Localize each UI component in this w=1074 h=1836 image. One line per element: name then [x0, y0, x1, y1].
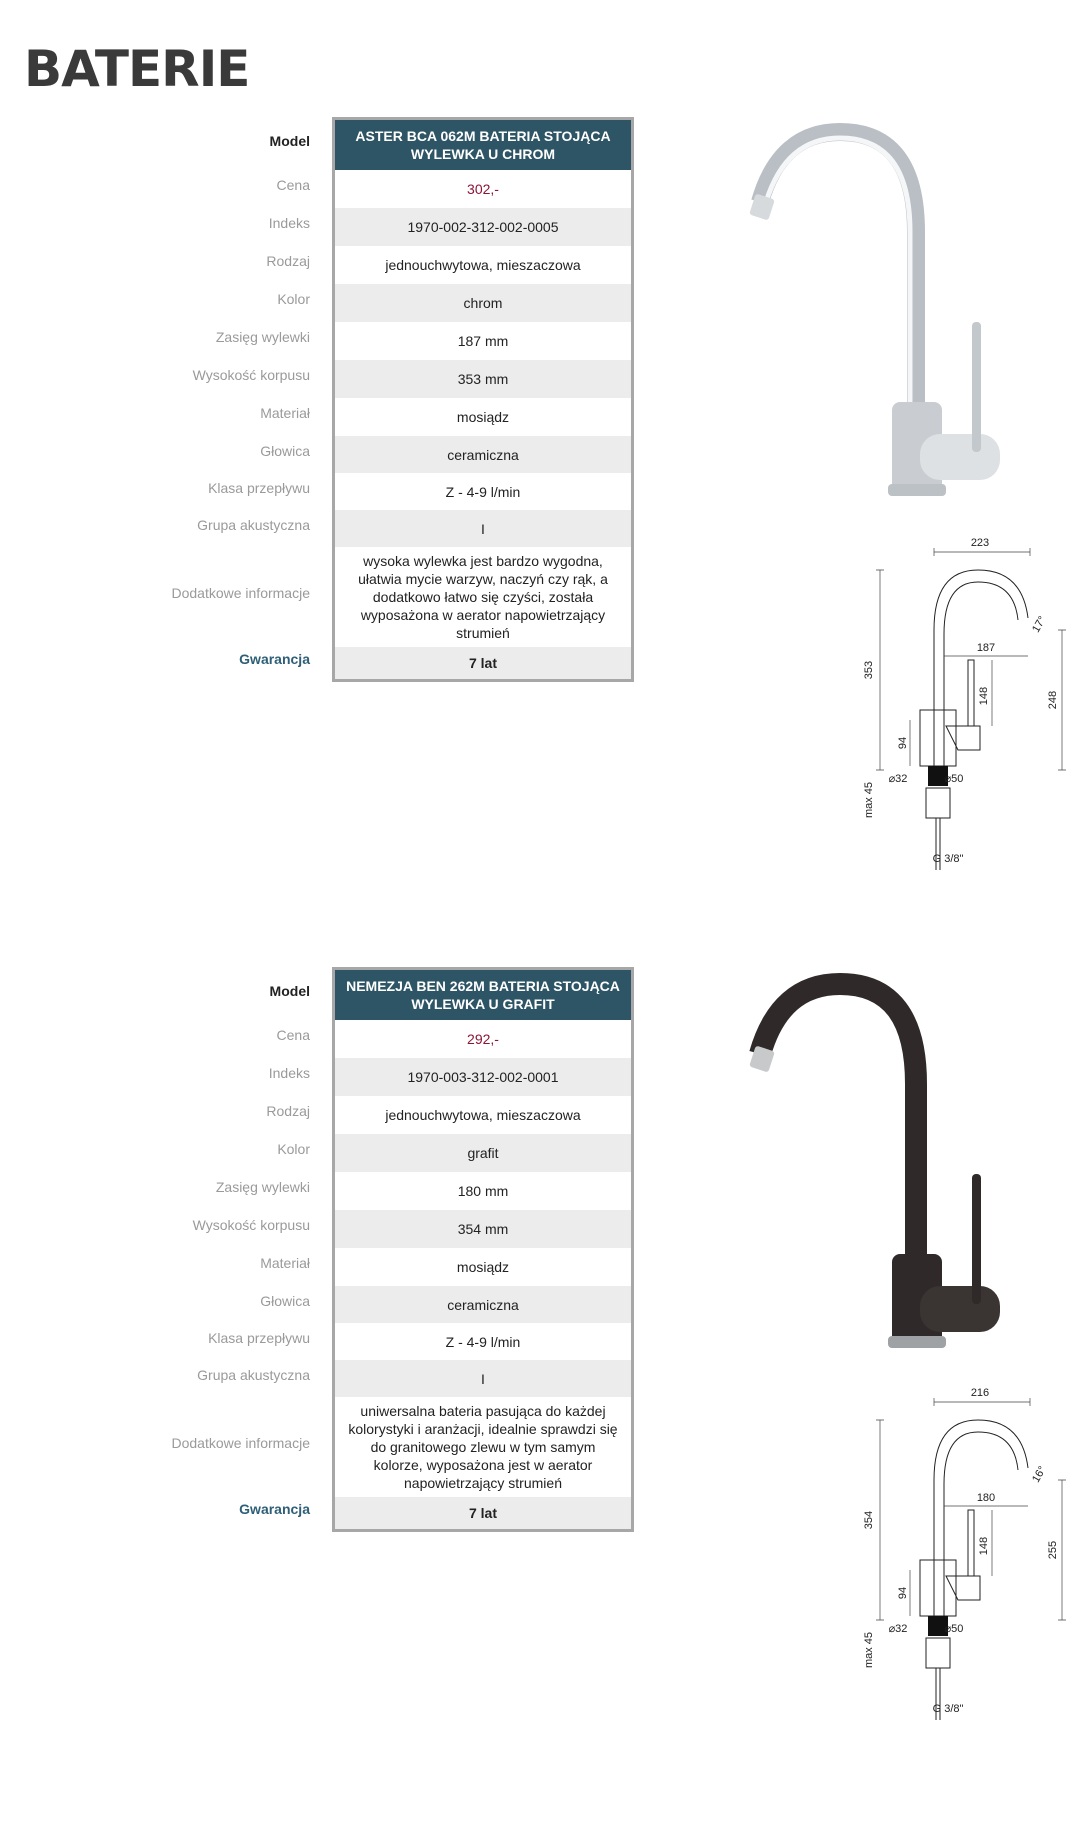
dim-label-height: 353 — [863, 660, 875, 680]
dim-label-reach: 187 — [976, 642, 996, 654]
spout-reach-value: 180 mm — [457, 1183, 509, 1199]
label-index: Indeks — [268, 1065, 310, 1081]
dim-label-width: 223 — [970, 537, 990, 549]
material-value: mosiądz — [456, 1259, 510, 1275]
dim-height-line — [876, 570, 884, 770]
acoustic-group-value: I — [335, 1360, 631, 1397]
material-value: mosiądz — [456, 409, 510, 425]
dim-label-base: 94 — [897, 1586, 909, 1600]
dim-label-angle: 17° — [1030, 614, 1049, 635]
label-color: Kolor — [277, 1141, 310, 1157]
additional-info-value: wysoka wylewka jest bardzo wygodna, ułatwia mycie warzyw, naczyń czy rąk, a dodatkowo łatwo się czyści, została wyposażona w aerator napowietrzający strumień — [358, 553, 608, 641]
faucet-handle-base — [920, 434, 1000, 480]
spec-table — [332, 117, 634, 682]
label-additional-info: Dodatkowe informacje — [171, 1435, 310, 1451]
drawing-body — [920, 710, 956, 766]
label-flow-class: Klasa przepływu — [208, 479, 310, 496]
dim-label-d1: ⌀32 — [888, 1623, 908, 1635]
faucet-base-ring — [888, 484, 946, 496]
dim-label-d2: ⌀50 — [944, 773, 964, 785]
drawing-spout-inner — [944, 1432, 1018, 1620]
model-name: ASTER BCA 062M BATERIA STOJĄCA WYLEWKA U CHROM — [335, 120, 631, 170]
drawing-spout-outer — [934, 570, 1028, 770]
flow-class-value: Z - 4-9 l/min — [445, 483, 521, 500]
drawing-lever — [968, 1510, 974, 1576]
spec-table — [332, 967, 634, 1532]
technical-drawing — [850, 1380, 1070, 1730]
label-spout-reach: Zasięg wylewki — [215, 1179, 310, 1195]
dim-label-spout-height: 248 — [1047, 690, 1059, 710]
label-additional-info: Dodatkowe informacje — [171, 585, 310, 601]
index-value: 1970-003-312-002-0001 — [335, 1058, 631, 1096]
dim-label-d2: ⌀50 — [944, 1623, 964, 1635]
product-photo — [740, 112, 1010, 512]
drawing-handle — [946, 1576, 980, 1600]
index-value: 1970-002-312-002-0005 — [335, 208, 631, 246]
label-acoustic-group: Grupa akustyczna — [197, 1366, 310, 1383]
label-model: Model — [269, 133, 310, 149]
flow-class-value: Z - 4-9 l/min — [445, 1333, 521, 1350]
drawing-handle — [946, 726, 980, 750]
dim-label-base: 94 — [897, 736, 909, 750]
label-flow-class: Klasa przepływu — [208, 1329, 310, 1346]
dim-label-thread: G 3/8" — [932, 1703, 964, 1715]
dim-label-angle: 16° — [1030, 1464, 1049, 1485]
label-price: Cena — [276, 1027, 310, 1043]
label-material: Materiał — [260, 1255, 310, 1271]
additional-info-value: uniwersalna bateria pasująca do każdej kolorystyki i aranżacji, idealnie sprawdzi się do granitowego zlewu w tym samym kolorze, wyposażona jest w aerator napowietrzający strumień — [348, 1403, 618, 1491]
page-title: BATERIE — [24, 40, 250, 98]
dim-label-height: 354 — [863, 1510, 875, 1530]
dim-spout-height-line — [1058, 1480, 1066, 1620]
drawing-fixing — [926, 788, 950, 818]
head-value: ceramiczna — [335, 436, 631, 473]
drawing-spout-outer — [934, 1420, 1028, 1620]
faucet-lever — [972, 1174, 981, 1304]
body-height-value: 353 mm — [335, 360, 631, 398]
faucet-handle-base — [920, 1286, 1000, 1332]
dim-width-line — [934, 548, 1030, 556]
dim-label-spout-height: 255 — [1047, 1540, 1059, 1560]
label-head: Głowica — [260, 1292, 310, 1309]
faucet-base-ring — [888, 1336, 946, 1348]
model-name: NEMEZJA BEN 262M BATERIA STOJĄCA WYLEWKA U GRAFIT — [335, 970, 631, 1020]
guarantee-value: 7 lat — [335, 647, 631, 679]
dim-label-max: max 45 — [863, 781, 875, 819]
label-index: Indeks — [268, 215, 310, 231]
label-material: Materiał — [260, 405, 310, 421]
label-type: Rodzaj — [266, 1103, 310, 1119]
technical-drawing — [850, 530, 1070, 880]
spout-reach-value: 187 mm — [457, 333, 509, 349]
body-height-value: 354 mm — [335, 1210, 631, 1248]
color-value: chrom — [335, 284, 631, 322]
type-value: jednouchwytowa, mieszaczowa — [385, 257, 581, 273]
label-guarantee: Gwarancja — [239, 1501, 310, 1517]
label-head: Głowica — [260, 442, 310, 459]
drawing-spout-inner — [944, 582, 1018, 770]
dim-height-line — [876, 1420, 884, 1620]
drawing-lever — [968, 660, 974, 726]
label-model: Model — [269, 983, 310, 999]
label-body-height: Wysokość korpusu — [192, 1217, 310, 1233]
color-value: grafit — [335, 1134, 631, 1172]
product-photo — [740, 964, 1010, 1364]
dim-spout-height-line — [1058, 630, 1066, 770]
drawing-body — [920, 1560, 956, 1616]
label-color: Kolor — [277, 291, 310, 307]
faucet-lever — [972, 322, 981, 452]
drawing-fixing — [926, 1638, 950, 1668]
dim-width-line — [934, 1398, 1030, 1406]
label-price: Cena — [276, 177, 310, 193]
dim-label-thread: G 3/8" — [932, 853, 964, 865]
label-body-height: Wysokość korpusu — [192, 367, 310, 383]
price-value: 292,- — [467, 1031, 499, 1047]
dim-label-max: max 45 — [863, 1631, 875, 1669]
guarantee-value: 7 lat — [335, 1497, 631, 1529]
dim-label-reach: 180 — [976, 1492, 996, 1504]
dim-label-body: 148 — [978, 1536, 990, 1556]
dim-label-body: 148 — [978, 686, 990, 706]
label-guarantee: Gwarancja — [239, 651, 310, 667]
label-type: Rodzaj — [266, 253, 310, 269]
dim-label-width: 216 — [970, 1387, 990, 1399]
acoustic-group-value: I — [335, 510, 631, 547]
label-spout-reach: Zasięg wylewki — [215, 329, 310, 345]
dim-label-d1: ⌀32 — [888, 773, 908, 785]
price-value: 302,- — [467, 181, 499, 197]
label-acoustic-group: Grupa akustyczna — [197, 516, 310, 533]
type-value: jednouchwytowa, mieszaczowa — [385, 1107, 581, 1123]
head-value: ceramiczna — [335, 1286, 631, 1323]
